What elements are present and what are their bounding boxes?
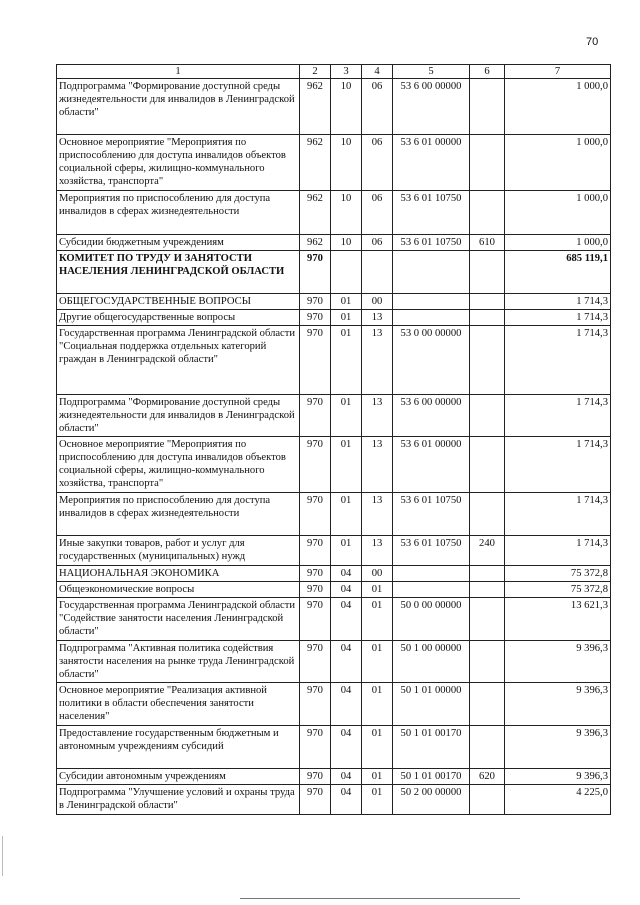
cell-c7: 1 000,0 — [505, 135, 611, 191]
cell-c2: 970 — [300, 326, 331, 395]
header-col-2: 2 — [300, 65, 331, 79]
cell-c2: 970 — [300, 437, 331, 493]
cell-name: Субсидии автономным учреждениям — [57, 769, 300, 785]
cell-c3: 01 — [331, 395, 362, 437]
cell-c6 — [470, 493, 505, 536]
cell-name: Подпрограмма "Формирование доступной среды жизнедеятельности для инвалидов в Ленинградской области" — [57, 79, 300, 135]
cell-c4: 06 — [362, 135, 393, 191]
cell-c5: 53 6 00 00000 — [393, 395, 470, 437]
cell-c4: 01 — [362, 769, 393, 785]
cell-name: НАЦИОНАЛЬНАЯ ЭКОНОМИКА — [57, 566, 300, 582]
cell-c7: 9 396,3 — [505, 769, 611, 785]
table-row — [57, 641, 611, 683]
cell-c3: 01 — [331, 437, 362, 493]
table-row — [57, 310, 611, 326]
table-row — [57, 191, 611, 235]
cell-c3: 01 — [331, 294, 362, 310]
cell-c3: 04 — [331, 641, 362, 683]
table-row — [57, 251, 611, 294]
cell-c6 — [470, 326, 505, 395]
cell-c6 — [470, 310, 505, 326]
cell-c7: 9 396,3 — [505, 683, 611, 726]
cell-c6 — [470, 641, 505, 683]
cell-c7: 1 714,3 — [505, 395, 611, 437]
cell-c5: 50 1 01 00170 — [393, 726, 470, 769]
cell-c5: 53 6 01 10750 — [393, 235, 470, 251]
cell-name: Другие общегосударственные вопросы — [57, 310, 300, 326]
cell-name: КОМИТЕТ ПО ТРУДУ И ЗАНЯТОСТИ НАСЕЛЕНИЯ ЛЕНИНГРАДСКОЙ ОБЛАСТИ — [57, 251, 300, 294]
cell-c3: 10 — [331, 235, 362, 251]
table-row — [57, 294, 611, 310]
table-row — [57, 536, 611, 566]
cell-c7: 1 000,0 — [505, 191, 611, 235]
cell-c2: 962 — [300, 191, 331, 235]
cell-c3: 04 — [331, 785, 362, 815]
cell-c7: 4 225,0 — [505, 785, 611, 815]
table-row — [57, 235, 611, 251]
table-row — [57, 493, 611, 536]
cell-c3: 01 — [331, 326, 362, 395]
cell-c4 — [362, 251, 393, 294]
cell-c6 — [470, 683, 505, 726]
cell-c4: 06 — [362, 235, 393, 251]
table-row — [57, 79, 611, 135]
cell-name: Общеэкономические вопросы — [57, 582, 300, 598]
table-row — [57, 326, 611, 395]
cell-c7: 1 714,3 — [505, 437, 611, 493]
cell-c2: 970 — [300, 769, 331, 785]
cell-c2: 970 — [300, 536, 331, 566]
cell-c6 — [470, 437, 505, 493]
cell-name: Иные закупки товаров, работ и услуг для государственных (муниципальных) нужд — [57, 536, 300, 566]
cell-c3: 01 — [331, 493, 362, 536]
budget-table — [56, 64, 611, 815]
cell-name: Субсидии бюджетным учреждениям — [57, 235, 300, 251]
cell-c4: 13 — [362, 536, 393, 566]
cell-name: Основное мероприятие "Реализация активной политики в области обеспечения занятости населения" — [57, 683, 300, 726]
cell-name: Государственная программа Ленинградской области "Содействие занятости населения Ленинградской области" — [57, 598, 300, 641]
cell-name: Подпрограмма "Формирование доступной среды жизнедеятельности для инвалидов в Ленинградской области" — [57, 395, 300, 437]
cell-name: ОБЩЕГОСУДАРСТВЕННЫЕ ВОПРОСЫ — [57, 294, 300, 310]
cell-c5: 53 6 00 00000 — [393, 79, 470, 135]
cell-c2: 962 — [300, 79, 331, 135]
cell-c6 — [470, 191, 505, 235]
cell-c3 — [331, 251, 362, 294]
cell-c3: 01 — [331, 536, 362, 566]
cell-c5 — [393, 566, 470, 582]
cell-c6 — [470, 135, 505, 191]
cell-c5: 53 6 01 10750 — [393, 493, 470, 536]
cell-c7: 1 000,0 — [505, 235, 611, 251]
cell-c6 — [470, 598, 505, 641]
cell-c7: 685 119,1 — [505, 251, 611, 294]
cell-c6 — [470, 294, 505, 310]
cell-c7: 1 714,3 — [505, 536, 611, 566]
cell-c3: 04 — [331, 683, 362, 726]
table-row — [57, 566, 611, 582]
cell-c6 — [470, 395, 505, 437]
table-header-row — [57, 65, 611, 79]
cell-name: Подпрограмма "Активная политика содействия занятости населения на рынке труда Ленинградской области" — [57, 641, 300, 683]
cell-c5: 50 0 00 00000 — [393, 598, 470, 641]
cell-c2: 962 — [300, 235, 331, 251]
table-row — [57, 395, 611, 437]
cell-c3: 10 — [331, 79, 362, 135]
cell-c7: 1 714,3 — [505, 294, 611, 310]
table-row — [57, 683, 611, 726]
cell-name: Предоставление государственным бюджетным и автономным учреждениям субсидий — [57, 726, 300, 769]
cell-c7: 75 372,8 — [505, 582, 611, 598]
table-row — [57, 785, 611, 815]
cell-c5 — [393, 294, 470, 310]
cell-c5: 53 6 01 10750 — [393, 536, 470, 566]
cell-c2: 970 — [300, 598, 331, 641]
cell-c3: 04 — [331, 598, 362, 641]
cell-c5: 53 6 01 10750 — [393, 191, 470, 235]
cell-c2: 970 — [300, 582, 331, 598]
cell-c3: 04 — [331, 769, 362, 785]
table-row — [57, 582, 611, 598]
table-body — [57, 79, 611, 815]
cell-c4: 06 — [362, 79, 393, 135]
cell-c6 — [470, 251, 505, 294]
header-col-3: 3 — [331, 65, 362, 79]
cell-c2: 970 — [300, 566, 331, 582]
cell-name: Государственная программа Ленинградской области "Социальная поддержка отдельных категорий граждан в Ленинградской области" — [57, 326, 300, 395]
cell-c3: 04 — [331, 566, 362, 582]
cell-c5: 53 6 01 00000 — [393, 135, 470, 191]
cell-name: Мероприятия по приспособлению для доступа инвалидов в сферах жизнедеятельности — [57, 493, 300, 536]
cell-c2: 970 — [300, 641, 331, 683]
cell-c5: 50 2 00 00000 — [393, 785, 470, 815]
cell-c4: 13 — [362, 310, 393, 326]
cell-c4: 01 — [362, 582, 393, 598]
cell-c6 — [470, 566, 505, 582]
table-row — [57, 598, 611, 641]
cell-c2: 970 — [300, 726, 331, 769]
cell-c7: 1 714,3 — [505, 310, 611, 326]
cell-c7: 1 714,3 — [505, 493, 611, 536]
cell-c7: 13 621,3 — [505, 598, 611, 641]
cell-c3: 10 — [331, 191, 362, 235]
cell-name: Основное мероприятие "Мероприятия по приспособлению для доступа инвалидов объектов социальной сферы, жилищно-коммунального хозяйства, транспорта" — [57, 437, 300, 493]
cell-c2: 970 — [300, 785, 331, 815]
table-row — [57, 135, 611, 191]
table-row — [57, 726, 611, 769]
cell-name: Подпрограмма "Улучшение условий и охраны труда в Ленинградской области" — [57, 785, 300, 815]
cell-c7: 9 396,3 — [505, 726, 611, 769]
header-col-5: 5 — [393, 65, 470, 79]
cell-c3: 04 — [331, 726, 362, 769]
cell-c4: 13 — [362, 395, 393, 437]
cell-c7: 75 372,8 — [505, 566, 611, 582]
page-number: 70 — [586, 36, 599, 48]
cell-c5: 53 6 01 00000 — [393, 437, 470, 493]
cell-c4: 01 — [362, 683, 393, 726]
cell-c4: 00 — [362, 566, 393, 582]
cell-c6: 620 — [470, 769, 505, 785]
cell-c4: 13 — [362, 437, 393, 493]
cell-c7: 1 000,0 — [505, 79, 611, 135]
cell-c5: 50 1 01 00000 — [393, 683, 470, 726]
table-row — [57, 769, 611, 785]
header-col-7: 7 — [505, 65, 611, 79]
cell-c5: 50 1 01 00170 — [393, 769, 470, 785]
cell-name: Мероприятия по приспособлению для доступа инвалидов в сферах жизнедеятельности — [57, 191, 300, 235]
cell-c2: 970 — [300, 310, 331, 326]
cell-c5 — [393, 251, 470, 294]
cell-c4: 13 — [362, 326, 393, 395]
scan-edge-mark — [2, 836, 3, 876]
cell-c3: 01 — [331, 310, 362, 326]
cell-c2: 970 — [300, 395, 331, 437]
cell-c5 — [393, 582, 470, 598]
cell-c2: 970 — [300, 294, 331, 310]
cell-c2: 962 — [300, 135, 331, 191]
cell-c4: 01 — [362, 641, 393, 683]
cell-c2: 970 — [300, 251, 331, 294]
page-bottom-rule — [240, 898, 520, 899]
cell-c4: 00 — [362, 294, 393, 310]
cell-c5: 50 1 00 00000 — [393, 641, 470, 683]
cell-c4: 01 — [362, 726, 393, 769]
table-row — [57, 437, 611, 493]
cell-c2: 970 — [300, 683, 331, 726]
cell-c4: 01 — [362, 598, 393, 641]
cell-c3: 10 — [331, 135, 362, 191]
header-col-1: 1 — [57, 65, 300, 79]
cell-c4: 06 — [362, 191, 393, 235]
header-col-6: 6 — [470, 65, 505, 79]
cell-c5 — [393, 310, 470, 326]
cell-c6 — [470, 726, 505, 769]
cell-c7: 1 714,3 — [505, 326, 611, 395]
header-col-4: 4 — [362, 65, 393, 79]
cell-c4: 01 — [362, 785, 393, 815]
cell-c6 — [470, 582, 505, 598]
cell-c7: 9 396,3 — [505, 641, 611, 683]
cell-c6: 240 — [470, 536, 505, 566]
cell-name: Основное мероприятие "Мероприятия по приспособлению для доступа инвалидов объектов социальной сферы, жилищно-коммунального хозяйства, транспорта" — [57, 135, 300, 191]
cell-c6: 610 — [470, 235, 505, 251]
cell-c4: 13 — [362, 493, 393, 536]
cell-c6 — [470, 785, 505, 815]
cell-c2: 970 — [300, 493, 331, 536]
cell-c5: 53 0 00 00000 — [393, 326, 470, 395]
cell-c6 — [470, 79, 505, 135]
cell-c3: 04 — [331, 582, 362, 598]
